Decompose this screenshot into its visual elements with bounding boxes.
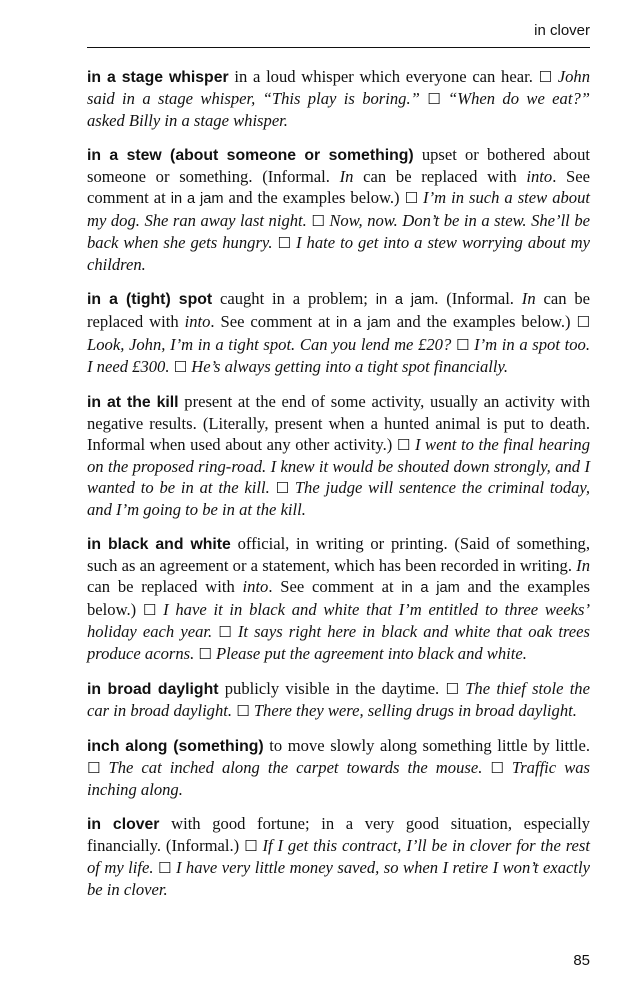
- example-marker: ☐: [142, 601, 157, 619]
- definition: can be replaced with: [87, 577, 243, 596]
- definition: . See comment at: [87, 167, 590, 207]
- example-marker: ☐: [218, 623, 232, 641]
- entry-in-a-tight-spot: [87, 288, 590, 378]
- word-into: into: [242, 577, 269, 596]
- example: I’m in such a stew about my dog. She ran away last night.: [87, 188, 590, 230]
- entry-in-a-stage-whisper: [87, 66, 590, 131]
- example-marker: ☐: [277, 234, 291, 252]
- entry-in-broad-daylight: [87, 678, 590, 722]
- definition: . See comment at: [268, 577, 402, 596]
- cross-reference: in a jam: [401, 580, 460, 596]
- definition: in a loud whisper which everyone can hear.: [228, 67, 539, 86]
- example-marker: ☐: [244, 837, 258, 855]
- example-marker: ☐: [445, 680, 459, 698]
- definition: caught in a problem;: [212, 289, 376, 308]
- example-marker: ☐: [404, 189, 419, 207]
- definition: . See comment at: [210, 312, 337, 331]
- example-marker: ☐: [576, 313, 590, 331]
- entry-in-clover: [87, 813, 590, 900]
- example-marker: ☐: [538, 68, 553, 86]
- definition: with good fortune; in a very good situation, especially financially. (Informal.): [87, 814, 590, 855]
- example-marker: ☐: [87, 759, 101, 777]
- word-in: In: [576, 556, 590, 575]
- dictionary-entries: [87, 66, 590, 913]
- example: John said in a stage whisper, “This play is boring.”: [87, 67, 590, 108]
- headword: in broad daylight: [87, 681, 219, 698]
- example: I went to the final hearing on the proposed ring-road. I knew it would be shouted down strongly, and I wanted to be in at the kill.: [87, 435, 591, 497]
- example: It says right here in black and white that oak trees produce acorns.: [87, 622, 590, 663]
- page-number: 85: [573, 952, 590, 969]
- cross-reference: in a jam: [375, 292, 435, 308]
- example-marker: ☐: [490, 759, 504, 777]
- headword: in clover: [87, 816, 160, 833]
- entry-in-a-stew: [87, 144, 590, 275]
- entry-in-black-and-white: [87, 533, 590, 665]
- definition: upset or bothered about someone or something. (Informal.: [87, 145, 590, 186]
- definition: can be replaced with: [87, 289, 590, 331]
- headword: inch along (something): [87, 738, 264, 755]
- example: The thief stole the car in broad daylight.: [87, 679, 590, 720]
- header-rule: [87, 47, 590, 48]
- headword: in a stew (about someone or something): [87, 147, 414, 164]
- example: Now, now. Don’t be in a stew. She’ll be back when she gets hungry.: [87, 211, 590, 252]
- example-marker: ☐: [275, 479, 290, 497]
- word-into: into: [184, 312, 211, 331]
- definition: publicly visible in the daytime.: [218, 679, 446, 698]
- example: There they were, selling drugs in broad daylight.: [253, 701, 577, 720]
- headword: in at the kill: [87, 394, 179, 411]
- example: “When do we eat?” asked Billy in a stage whisper.: [87, 89, 590, 130]
- example: Look, John, I’m in a tight spot. Can you lend me £20?: [87, 335, 452, 354]
- word-in: In: [339, 167, 354, 186]
- example-marker: ☐: [236, 702, 250, 720]
- example: I have it in black and white that I’m entitled to three weeks’ holiday each year.: [87, 600, 590, 641]
- cross-reference: in a jam: [170, 191, 224, 207]
- example: He’s always getting into a tight spot financially.: [191, 357, 509, 376]
- entry-inch-along: [87, 735, 590, 800]
- definition: to move slowly along something little by little.: [263, 736, 591, 755]
- definition: and the examples below.): [87, 577, 590, 619]
- cross-reference: in a jam: [336, 315, 391, 331]
- definition: official, in writing or printing. (Said of something, such as an agreement or a statement, which has been recorded in writing.: [87, 534, 590, 575]
- example-marker: ☐: [198, 645, 212, 663]
- headword: in black and white: [87, 536, 231, 553]
- headword: in a stage whisper: [87, 69, 229, 86]
- example-marker: ☐: [173, 358, 188, 376]
- example-marker: ☐: [427, 90, 441, 108]
- definition: and the examples below.): [223, 188, 405, 207]
- running-head: in clover: [534, 22, 590, 39]
- example-marker: ☐: [396, 436, 411, 454]
- example: I’m in a spot too. I need £300.: [87, 335, 590, 376]
- example: Please put the agreement into black and white.: [216, 644, 527, 663]
- example: I have very little money saved, so when I retire I won’t exactly be in clover.: [87, 858, 590, 899]
- definition: and the examples below.): [390, 312, 577, 331]
- definition: can be replaced with: [353, 167, 527, 186]
- example: The judge will sentence the criminal today, and I’m going to be in at the kill.: [87, 478, 591, 519]
- example: If I get this contract, I’ll be in clover for the rest of my life.: [87, 836, 590, 877]
- example: I hate to get into a stew worrying about my children.: [87, 233, 590, 274]
- word-into: into: [526, 167, 553, 186]
- headword: in a (tight) spot: [87, 291, 213, 308]
- example: Traffic was inching along.: [87, 758, 591, 799]
- example: The cat inched along the carpet towards the mouse.: [108, 758, 483, 777]
- definition: present at the end of some activity, usually an activity with negative results. (Literally, present when a hunted animal is put to death. Informal when used about any other activity.): [87, 392, 590, 454]
- example-marker: ☐: [311, 212, 325, 230]
- word-in: In: [521, 289, 536, 308]
- definition: . (Informal.: [434, 289, 522, 308]
- example-marker: ☐: [455, 336, 470, 354]
- entry-in-at-the-kill: [87, 391, 590, 520]
- example-marker: ☐: [158, 859, 172, 877]
